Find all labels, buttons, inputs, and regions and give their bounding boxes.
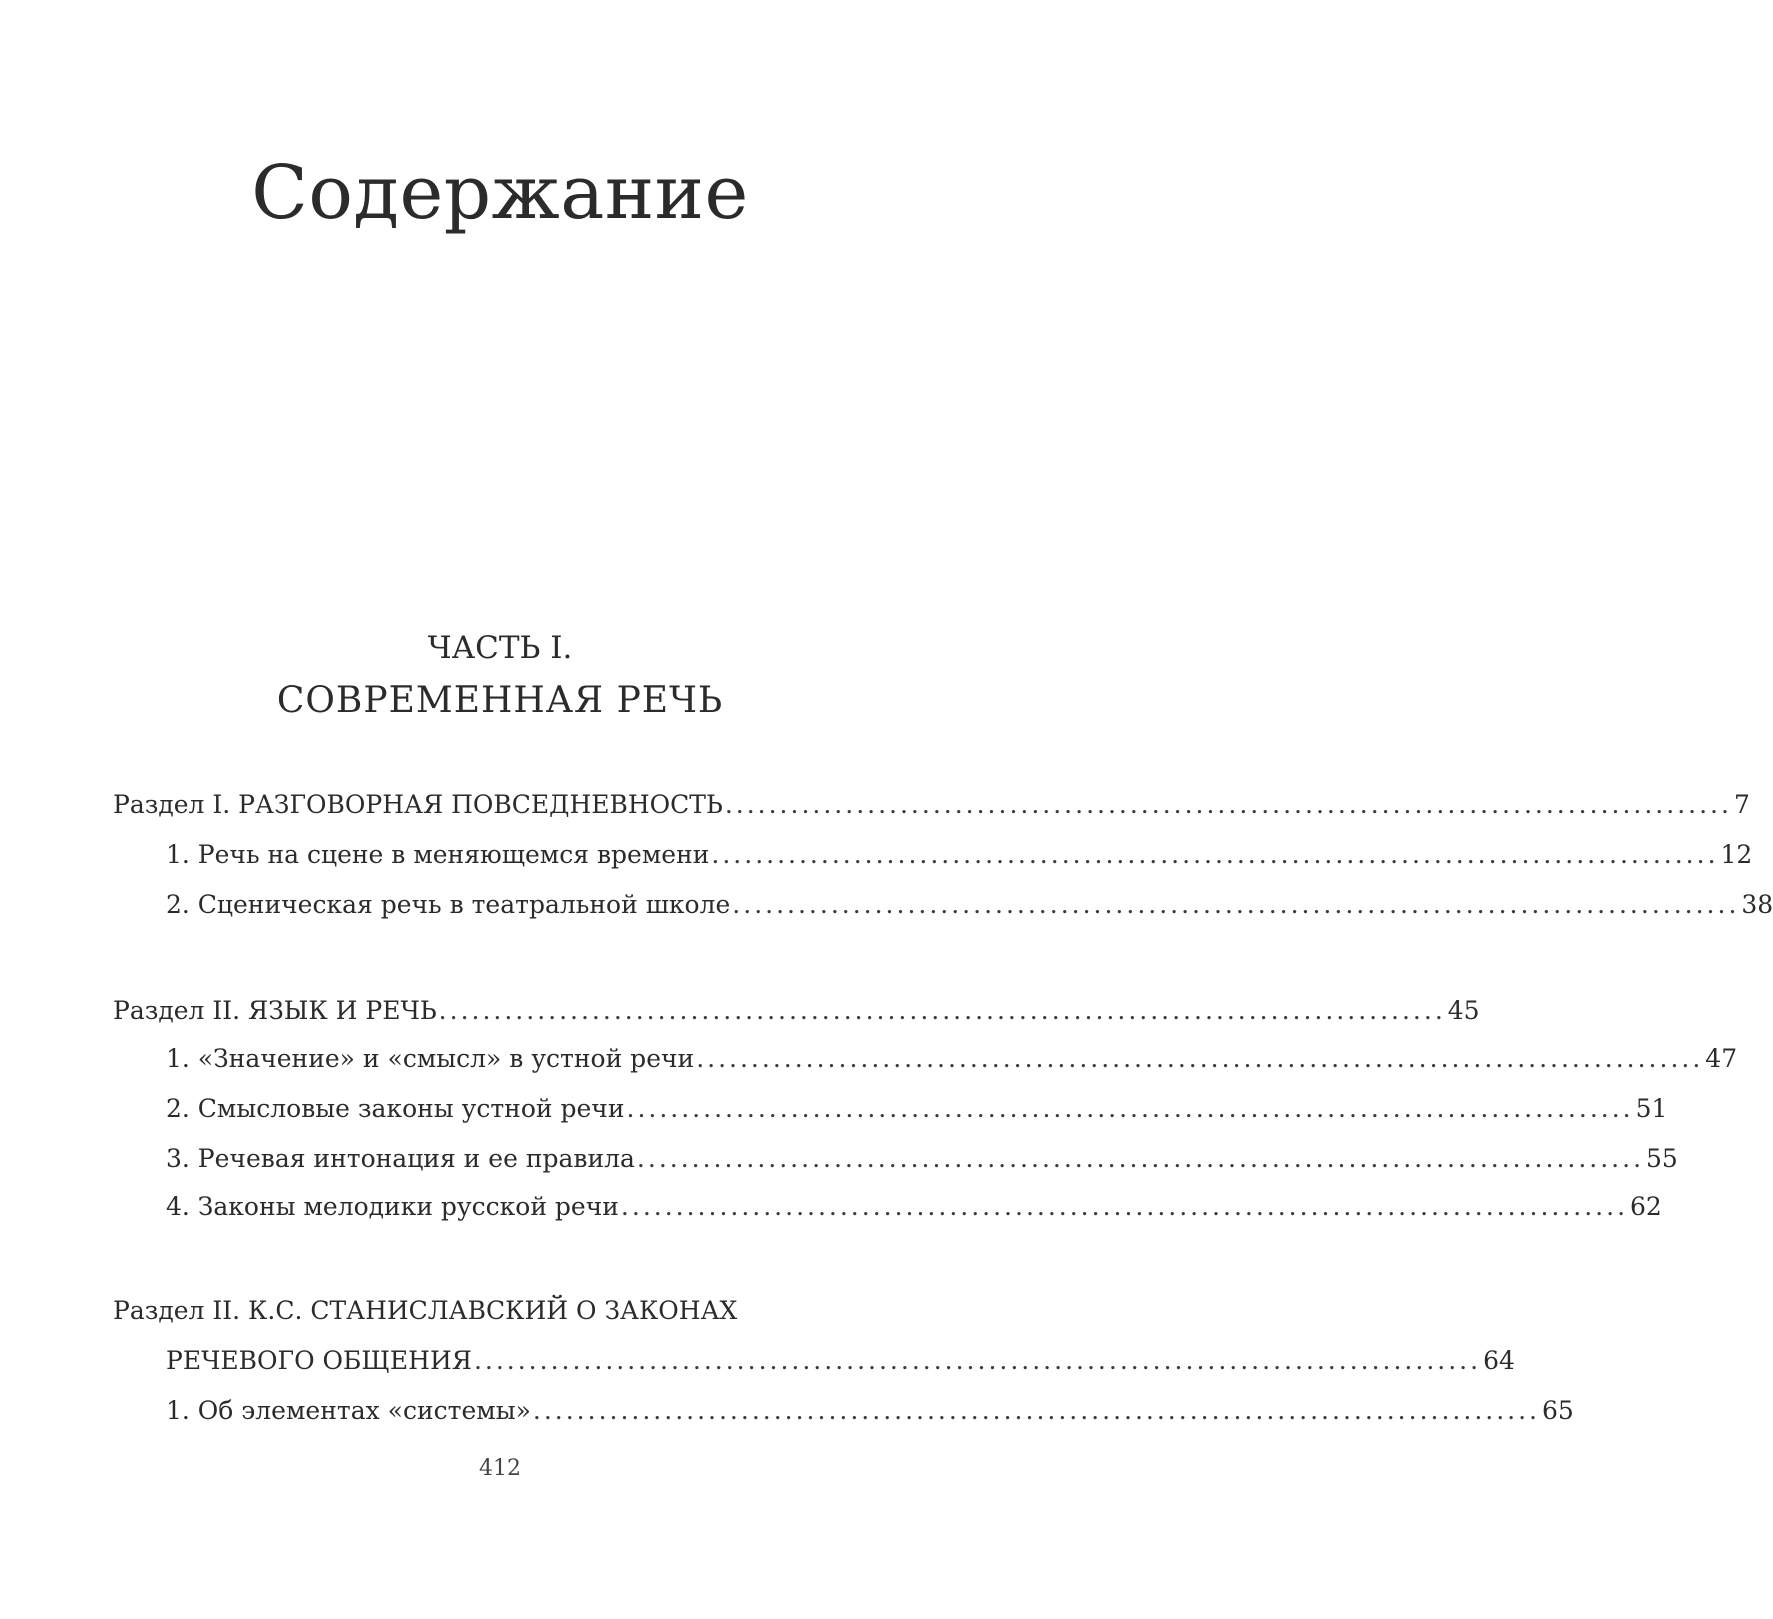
toc-section-1[interactable] [113,790,1750,826]
toc-item-3-1[interactable] [166,1396,1574,1432]
leader-dots: ............................................................................................ [711,840,1719,869]
toc-item-text: 3. Речевая интонация и ее правила [166,1144,635,1173]
part-label: ЧАСТЬ I. [427,630,573,666]
leader-dots: ............................................................................................ [696,1044,1704,1073]
leader-dots: ............................................................................................ [732,890,1740,919]
page-number: 412 [479,1456,521,1481]
leader-dots: ............................................................................................ [532,1396,1540,1425]
page-title: Содержание [251,150,749,236]
toc-section-text: Раздел I. РАЗГОВОРНАЯ ПОВСЕДНЕВНОСТЬ [113,790,723,819]
toc-section-3[interactable] [166,1346,1515,1382]
toc-item-1-2[interactable] [166,890,1773,926]
toc-page-number: 55 [1646,1144,1678,1173]
toc-item-text: 2. Смысловые законы устной речи [166,1094,625,1123]
leader-dots: ............................................................................................ [724,790,1732,819]
toc-item-text: 2. Сценическая речь в театральной школе [166,890,731,919]
leader-dots: ............................................................................................ [620,1192,1629,1221]
leader-dots: ............................................................................................ [473,1346,1482,1375]
toc-section-2[interactable] [113,996,1480,1032]
toc-page-number: 62 [1630,1192,1662,1221]
toc-page-number: 7 [1733,790,1750,819]
toc-page-number: 64 [1483,1346,1515,1375]
toc-page-number: 47 [1705,1044,1738,1073]
leader-dots: ............................................................................................ [636,1144,1645,1173]
toc-item-2-3[interactable] [166,1144,1678,1180]
toc-item-text: 1. Об элементах «системы» [166,1396,531,1425]
toc-page-number: 65 [1542,1396,1574,1425]
toc-item-2-4[interactable] [166,1192,1662,1228]
toc-item-2-1[interactable] [166,1044,1738,1080]
leader-dots: ............................................................................................ [626,1094,1634,1123]
toc-item-text: 4. Законы мелодики русской речи [166,1192,619,1221]
toc-section-3-line1[interactable]: Раздел II. К.С. СТАНИСЛАВСКИЙ О ЗАКОНАХ [113,1296,738,1325]
leader-dots: ............................................................................................ [438,996,1446,1025]
toc-page-number: 51 [1635,1094,1668,1123]
toc-page-number: 38 [1741,890,1773,919]
toc-page-number: 45 [1447,996,1480,1025]
toc-page-number: 12 [1720,840,1753,869]
part-title: СОВРЕМЕННАЯ РЕЧЬ [276,680,724,721]
toc-item-2-2[interactable] [166,1094,1668,1130]
toc-item-text: 1. Речь на сцене в меняющемся времени [166,840,710,869]
toc-section-text: Раздел II. ЯЗЫК И РЕЧЬ [113,996,437,1025]
toc-item-text: 1. «Значение» и «смысл» в устной речи [166,1044,695,1073]
toc-section-text: РЕЧЕВОГО ОБЩЕНИЯ [166,1346,472,1375]
toc-item-1-1[interactable] [166,840,1753,876]
